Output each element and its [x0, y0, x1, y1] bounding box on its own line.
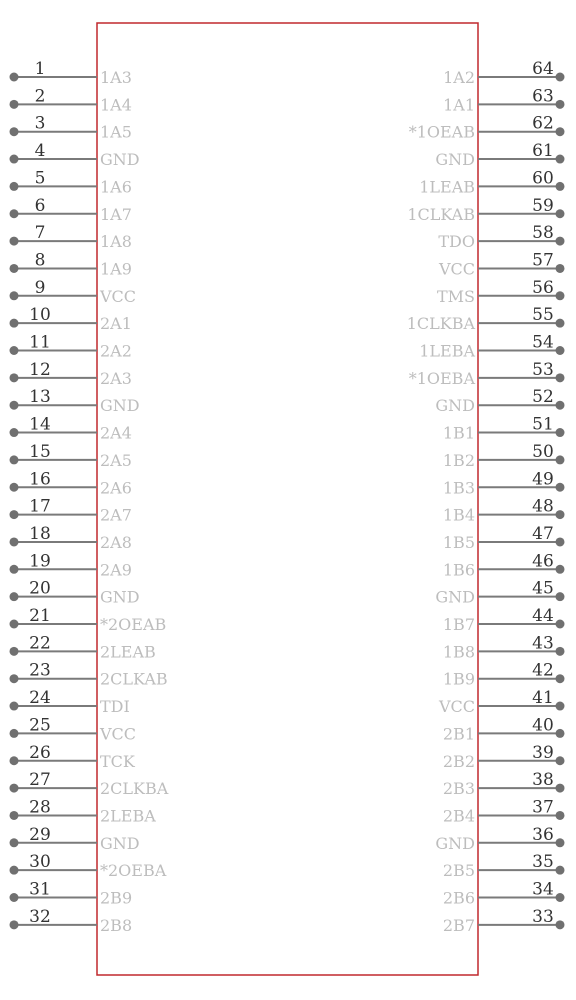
pin-number: 27: [29, 770, 51, 791]
pin: [443, 524, 565, 552]
pin-name: 1B7: [442, 615, 475, 634]
pin-name: 2B6: [442, 888, 475, 908]
pin-endpoint-dot: [556, 537, 565, 546]
pin-name: VCC: [100, 286, 137, 306]
pin: [435, 141, 564, 169]
pin-name: 1A9: [100, 259, 132, 279]
pin-endpoint-dot: [556, 811, 565, 820]
pin-number: 3: [34, 113, 46, 134]
pin-name: 1LEBA: [419, 341, 475, 361]
pin-name: 1A1: [443, 95, 475, 115]
right-pin-group: [407, 59, 565, 935]
pin: [443, 743, 565, 771]
pin-name: 2A1: [100, 314, 132, 334]
pin-name: 2B8: [100, 915, 133, 935]
pin-name: 2B7: [442, 915, 475, 935]
pin-endpoint-dot: [10, 702, 19, 711]
pin-name: GND: [100, 833, 140, 853]
pin-name: 2A9: [100, 560, 132, 580]
pin-name: GND: [435, 396, 475, 416]
pin-endpoint-dot: [10, 866, 19, 875]
pin-name: GND: [435, 587, 475, 607]
pin-name: 1A6: [100, 177, 132, 197]
pin: [10, 770, 169, 798]
pin-number: 57: [532, 250, 554, 271]
pin-name: 2A6: [100, 478, 132, 498]
pin-endpoint-dot: [10, 920, 19, 929]
pin: [10, 825, 140, 853]
pin-number: 47: [532, 523, 554, 544]
pin: [10, 688, 130, 716]
pin-number: 48: [532, 496, 554, 517]
pin: [10, 250, 132, 278]
pin-endpoint-dot: [556, 647, 565, 656]
pin-number: 19: [29, 551, 51, 572]
pin-number: 9: [34, 277, 46, 298]
pin-endpoint-dot: [10, 319, 19, 328]
pin: [10, 387, 140, 415]
pin-number: 2: [34, 86, 46, 107]
pin-endpoint-dot: [556, 100, 565, 109]
pin-number: 44: [532, 606, 554, 626]
pin-number: 1: [34, 59, 46, 79]
pin-name: GND: [100, 150, 140, 170]
pin-name: VCC: [438, 259, 475, 279]
pin-name: 2A5: [100, 450, 132, 470]
pin: [10, 442, 132, 470]
pin-endpoint-dot: [10, 100, 19, 109]
pin-endpoint-dot: [10, 647, 19, 656]
pin-name: 1A3: [100, 68, 132, 87]
pin-name: TCK: [100, 751, 135, 771]
pin-name: 1B8: [442, 642, 475, 662]
pin-endpoint-dot: [10, 756, 19, 765]
pin: [438, 223, 564, 251]
pin-number: 15: [29, 441, 51, 462]
pin-name: 1A8: [100, 232, 132, 252]
pin-endpoint-dot: [10, 346, 19, 355]
pin-number: 42: [532, 660, 554, 681]
pin-endpoint-dot: [10, 127, 19, 136]
pin-number: 25: [29, 715, 51, 736]
pin: [10, 415, 132, 443]
pin-number: 31: [29, 879, 51, 900]
pin: [437, 278, 565, 306]
pin: [10, 852, 167, 880]
pin-endpoint-dot: [10, 73, 19, 82]
pin-name: 2A2: [100, 341, 132, 361]
pin-number: 40: [532, 715, 554, 736]
pin-name: TMS: [436, 286, 475, 306]
pin: [443, 880, 565, 908]
pin-number: 56: [532, 277, 554, 298]
pin-number: 24: [29, 688, 51, 709]
pin-number: 55: [532, 305, 554, 326]
pin-number: 20: [29, 578, 51, 599]
pin: [419, 168, 564, 196]
pin-endpoint-dot: [556, 373, 565, 382]
pin-number: 29: [29, 824, 51, 845]
pin: [10, 223, 132, 251]
pin-number: 4: [34, 141, 46, 162]
pin-endpoint-dot: [556, 455, 565, 464]
pin-number: 11: [29, 332, 51, 353]
pin: [407, 305, 565, 333]
pin-number: 59: [532, 195, 554, 216]
pin-endpoint-dot: [556, 182, 565, 191]
pin-endpoint-dot: [556, 893, 565, 902]
pin-name: 2B1: [442, 724, 475, 744]
pin-number: 26: [29, 742, 51, 763]
pin: [10, 141, 140, 169]
pin-name: *2OEBA: [100, 861, 167, 881]
pin-number: 22: [29, 633, 51, 654]
pin: [10, 661, 168, 689]
pin-name: 1B6: [442, 560, 475, 580]
pin-endpoint-dot: [556, 838, 565, 847]
pin-name: 1B4: [442, 505, 475, 525]
pin-endpoint-dot: [556, 291, 565, 300]
pin: [443, 907, 565, 935]
pin: [435, 579, 564, 607]
pin-number: 6: [34, 195, 46, 216]
pin-name: 1CLKBA: [406, 314, 475, 334]
pin-endpoint-dot: [10, 510, 19, 519]
pin-endpoint-dot: [10, 291, 19, 300]
pin-number: 53: [532, 359, 554, 380]
pin: [10, 360, 132, 388]
pin-name: 2A7: [100, 505, 132, 525]
pin: [419, 333, 564, 361]
pin: [10, 86, 132, 114]
pin-number: 8: [34, 250, 46, 271]
pin-name: VCC: [438, 697, 475, 717]
pin-name: 1LEAB: [419, 177, 475, 197]
pin: [443, 606, 565, 634]
pin-endpoint-dot: [556, 319, 565, 328]
pin: [10, 278, 137, 306]
pin: [10, 715, 137, 743]
pin-number: 35: [532, 852, 554, 873]
pin: [443, 469, 565, 497]
pin-endpoint-dot: [10, 483, 19, 492]
pin-name: 2B3: [442, 779, 475, 799]
pin-number: 45: [532, 578, 554, 599]
pin-name: 1A5: [100, 122, 132, 142]
pin-endpoint-dot: [556, 73, 565, 82]
pin-name: 2B2: [442, 751, 475, 771]
pin-number: 23: [29, 660, 51, 681]
pin-number: 17: [29, 496, 51, 517]
pin-name: *2OEAB: [100, 615, 167, 634]
pin-number: 41: [532, 688, 554, 709]
pin: [438, 250, 565, 278]
pin: [443, 59, 564, 87]
pin-number: 46: [532, 551, 554, 572]
pin-number: 39: [532, 742, 554, 763]
pin-endpoint-dot: [10, 784, 19, 793]
pin-number: 32: [29, 906, 51, 927]
pin-endpoint-dot: [10, 565, 19, 574]
pin-name: 1B3: [442, 478, 475, 498]
pin-number: 50: [532, 441, 554, 462]
pin-endpoint-dot: [10, 237, 19, 246]
pin: [10, 497, 132, 525]
pin-number: 43: [532, 633, 554, 654]
pin-number: 16: [29, 469, 51, 490]
pin-endpoint-dot: [556, 401, 565, 410]
pin-name: GND: [100, 396, 140, 416]
pin-endpoint-dot: [10, 674, 19, 683]
pin-name: GND: [100, 587, 140, 607]
pin-name: 2LEBA: [100, 806, 156, 826]
pin-number: 51: [532, 414, 554, 435]
pin: [10, 305, 132, 333]
pin-number: 60: [532, 168, 554, 189]
ic-body-outline: [97, 23, 478, 975]
pin-name: 1A2: [443, 68, 475, 87]
pin-endpoint-dot: [10, 155, 19, 164]
pin-endpoint-dot: [556, 127, 565, 136]
pin-number: 38: [532, 770, 554, 791]
pin: [443, 442, 565, 470]
pin: [443, 551, 565, 579]
pin: [443, 497, 565, 525]
pin-endpoint-dot: [556, 428, 565, 437]
pin: [10, 333, 132, 361]
pin: [435, 387, 564, 415]
pin: [10, 59, 132, 87]
pin-number: 5: [34, 168, 46, 189]
pin-endpoint-dot: [10, 209, 19, 218]
pin-endpoint-dot: [556, 674, 565, 683]
pin: [10, 196, 132, 224]
pin-endpoint-dot: [10, 455, 19, 464]
pin-number: 33: [532, 906, 554, 927]
pin-name: 1B5: [442, 532, 475, 552]
pin-endpoint-dot: [556, 510, 565, 519]
pin-number: 21: [29, 606, 51, 626]
pin-name: 1B9: [442, 669, 475, 689]
pin-number: 7: [34, 223, 46, 244]
pin-name: VCC: [100, 724, 137, 744]
pin: [10, 524, 132, 552]
pin-endpoint-dot: [556, 920, 565, 929]
pin-name: GND: [435, 833, 475, 853]
pin-endpoint-dot: [556, 264, 565, 273]
pin-name: 2LEAB: [100, 642, 156, 662]
pin-endpoint-dot: [556, 592, 565, 601]
pin-endpoint-dot: [10, 264, 19, 273]
pin-endpoint-dot: [556, 346, 565, 355]
pin-number: 30: [29, 852, 51, 873]
pin-number: 61: [532, 141, 554, 162]
pin-endpoint-dot: [10, 729, 19, 738]
pin-number: 62: [532, 113, 554, 134]
pin-name: 2B5: [442, 861, 475, 881]
pin-endpoint-dot: [556, 620, 565, 629]
pin-endpoint-dot: [10, 811, 19, 820]
pin: [435, 825, 564, 853]
pin-number: 63: [532, 86, 554, 107]
pin-endpoint-dot: [556, 155, 565, 164]
pin-number: 34: [532, 879, 554, 900]
pin: [409, 360, 565, 388]
pin-number: 36: [532, 824, 554, 845]
pin-endpoint-dot: [10, 373, 19, 382]
pin-endpoint-dot: [556, 729, 565, 738]
pin-number: 18: [29, 523, 51, 544]
pin: [443, 86, 564, 114]
pin-endpoint-dot: [556, 756, 565, 765]
pin-name: 2CLKBA: [100, 779, 169, 799]
pin-endpoint-dot: [10, 838, 19, 847]
pin-name: 2A4: [100, 423, 132, 443]
pin: [10, 551, 132, 579]
pin: [10, 880, 133, 908]
pin-name: GND: [435, 150, 475, 170]
pin: [10, 168, 132, 196]
pin-endpoint-dot: [10, 537, 19, 546]
left-pin-group: [10, 59, 169, 935]
pin-name: 2B4: [442, 806, 475, 826]
pin: [10, 743, 136, 771]
pin-name: *1OEAB: [408, 122, 475, 142]
pin: [409, 114, 565, 142]
pin-name: TDI: [100, 697, 130, 717]
pin-name: 1CLKAB: [407, 204, 475, 224]
pin: [10, 114, 132, 142]
pin-endpoint-dot: [10, 620, 19, 629]
pin: [443, 415, 565, 443]
pin: [443, 715, 565, 743]
pin-name: TDO: [438, 232, 475, 252]
pin: [10, 797, 157, 825]
pin-number: 10: [29, 305, 51, 326]
pin-number: 37: [532, 797, 554, 818]
pin: [443, 633, 565, 661]
pin-endpoint-dot: [10, 401, 19, 410]
pin-endpoint-dot: [10, 893, 19, 902]
pin-endpoint-dot: [556, 784, 565, 793]
pin-endpoint-dot: [556, 237, 565, 246]
pin-name: 2A8: [100, 532, 132, 552]
pin: [443, 770, 565, 798]
pin-endpoint-dot: [10, 592, 19, 601]
pin: [443, 852, 565, 880]
pin-number: 58: [532, 223, 554, 244]
pin: [10, 469, 132, 497]
pin-name: *1OEBA: [408, 368, 475, 388]
pin-endpoint-dot: [556, 702, 565, 711]
pin: [10, 579, 140, 607]
pin-name: 2A3: [100, 368, 132, 388]
pin: [443, 797, 565, 825]
pin-number: 64: [532, 59, 554, 79]
pin-name: 1A7: [100, 204, 132, 224]
pin-name: 2B9: [100, 888, 133, 908]
pin: [407, 196, 564, 224]
pin-endpoint-dot: [556, 209, 565, 218]
pin-endpoint-dot: [556, 483, 565, 492]
pin-name: 2CLKAB: [100, 669, 168, 689]
pin-endpoint-dot: [10, 428, 19, 437]
pin-endpoint-dot: [10, 182, 19, 191]
pin-number: 28: [29, 797, 51, 818]
pin-number: 14: [29, 414, 51, 435]
pin-name: 1A4: [100, 95, 132, 115]
pin: [10, 633, 156, 661]
pin: [438, 688, 565, 716]
pin-number: 13: [29, 387, 51, 408]
pin-number: 54: [532, 332, 554, 353]
pin-endpoint-dot: [556, 866, 565, 875]
pin-endpoint-dot: [556, 565, 565, 574]
pin: [10, 606, 167, 634]
pin-number: 12: [29, 359, 51, 380]
pin-number: 52: [532, 387, 554, 408]
pin-name: 1B2: [442, 450, 475, 470]
pin: [10, 907, 133, 935]
pin-name: 1B1: [442, 423, 475, 443]
pin: [443, 661, 565, 689]
pin-number: 49: [532, 469, 554, 490]
